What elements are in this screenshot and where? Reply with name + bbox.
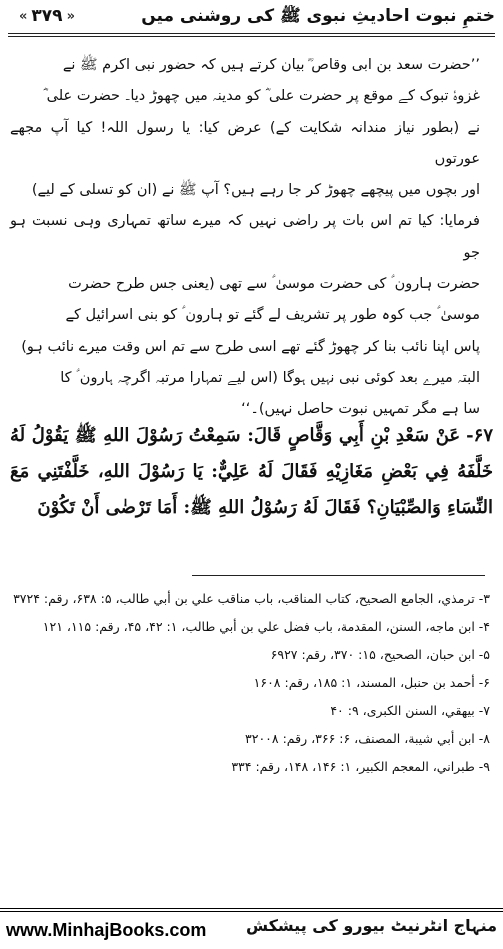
footer-rule-double bbox=[0, 911, 503, 912]
hadith-text: عَنْ سَعْدِ بْنِ أَبِي وَقَّاصٍ قَالَ: سَمِعْتُ رَسُوْلَ اللهِ ﷺ يَقُوْلُ لَهُ خَلَّفَهُ فِي بَعْضِ مَغَازِيْهِ فَقَالَ لَهُ عَلِيٌّ: يَا رَسُوْلَ اللهِ، خَلَّفْتَنِي مَعَ النِّسَاءِ وَالصِّبْيَانِ؟ فَقَالَ لَهُ رَسُوْلُ اللهِ ﷺ: أَمَا تَرْضٰى أَنْ تَكُوْنَ bbox=[10, 425, 493, 518]
translation-line: فرمایا: کیا تم اس بات پر راضی نہیں کہ میرے ساتھ تمہاری وہی نسبت ہو جو bbox=[10, 213, 480, 261]
footnotes bbox=[10, 585, 490, 781]
footnote: ۸- ابن أبي شيبة، المصنف، ۶: ۳۶۶، رقم: ۳۲۰۰۸ bbox=[245, 731, 490, 746]
translation-line: سا ہے مگر تمہیں نبوت حاصل نہیں)۔‘‘ bbox=[241, 401, 480, 418]
footnote: ۳- ترمذي، الجامع الصحيح، كتاب المناقب، باب مناقب علي بن أبي طالب، ۵: ۶۳۸، رقم: ۳۷۲۴ bbox=[13, 591, 490, 606]
translation-line: پاس اپنا نائب بنا کر چھوڑ گئے تھے اسی طرح سے تم اس وقت میرے نائب ہو) bbox=[21, 338, 480, 355]
running-title: ختمِ نبوت احادیثِ نبوی ﷺ کی روشنی میں bbox=[141, 6, 495, 26]
header-rule-double bbox=[8, 36, 495, 37]
translation-line: نے (بطور نیاز مندانہ شکایت کے) عرض کیا: یا رسول اللہ! کیا آپ مجھے عورتوں bbox=[10, 119, 480, 167]
page-number-box bbox=[6, 4, 88, 28]
arabic-hadith bbox=[10, 418, 493, 526]
translation-line: اور بچوں میں پیچھے چھوڑ کر جا رہے ہیں؟ آپ ﷺ نے (ان کو تسلی کے لیے) bbox=[31, 182, 480, 199]
translation-line: البتہ میرے بعد کوئی نبی نہیں ہوگا (اس لیے تمہارا مرتبہ اگرچہ ہارون ؑ کا bbox=[60, 369, 480, 386]
translation-line: غزوۂ تبوک کے موقع پر حضرت علی ؓ کو مدینہ میں چھوڑ دیا۔ حضرت علی ؓ bbox=[43, 88, 480, 105]
page-number: ۳۷۹ bbox=[31, 6, 63, 26]
page-header bbox=[0, 0, 503, 36]
translation-line: ’’حضرت سعد بن ابی وقاص ؓ بیان کرتے ہیں کہ حضور نبی اکرم ﷺ نے bbox=[62, 57, 480, 73]
hadith-number: ۶۷- bbox=[466, 425, 493, 446]
footnote: ۶- أحمد بن حنبل، المسند، ۱: ۱۸۵، رقم: ۱۶۰۸ bbox=[253, 675, 490, 690]
footnote: ۵- ابن حبان، الصحيح، ۱۵: ۳۷۰، رقم: ۶۹۲۷ bbox=[270, 647, 490, 662]
page-number-bracket-left: « bbox=[19, 8, 28, 24]
translation-line: موسیٰ ؑ جب کوہ طور پر تشریف لے گئے تو ہارون ؑ کو بنی اسرائیل کے bbox=[65, 307, 480, 324]
website-link[interactable]: www.MinhajBooks.com bbox=[6, 920, 207, 940]
header-rule bbox=[8, 33, 495, 34]
urdu-translation bbox=[10, 50, 480, 426]
footer-rule bbox=[0, 908, 503, 909]
footnote-separator bbox=[192, 575, 485, 576]
page-number-bracket-right: » bbox=[66, 8, 75, 24]
publisher-credit: منہاج انٹرنیٹ بیورو کی پیشکش bbox=[245, 916, 497, 935]
footnote: ۴- ابن ماجه، السنن، المقدمة، باب فضل علي بن أبي طالب، ۱: ۴۲، ۴۵، رقم: ۱۱۵، ۱۲۱ bbox=[42, 619, 490, 634]
footnote: ۷- بيهقي، السنن الكبرى، ۹: ۴۰ bbox=[330, 703, 490, 718]
footnote: ۹- طبراني، المعجم الكبير، ۱: ۱۴۶، ۱۴۸، رقم: ۳۳۴ bbox=[231, 759, 490, 774]
translation-line: حضرت ہارون ؑ کی حضرت موسیٰ ؑ سے تھی (یعنی جس طرح حضرت bbox=[68, 276, 480, 293]
